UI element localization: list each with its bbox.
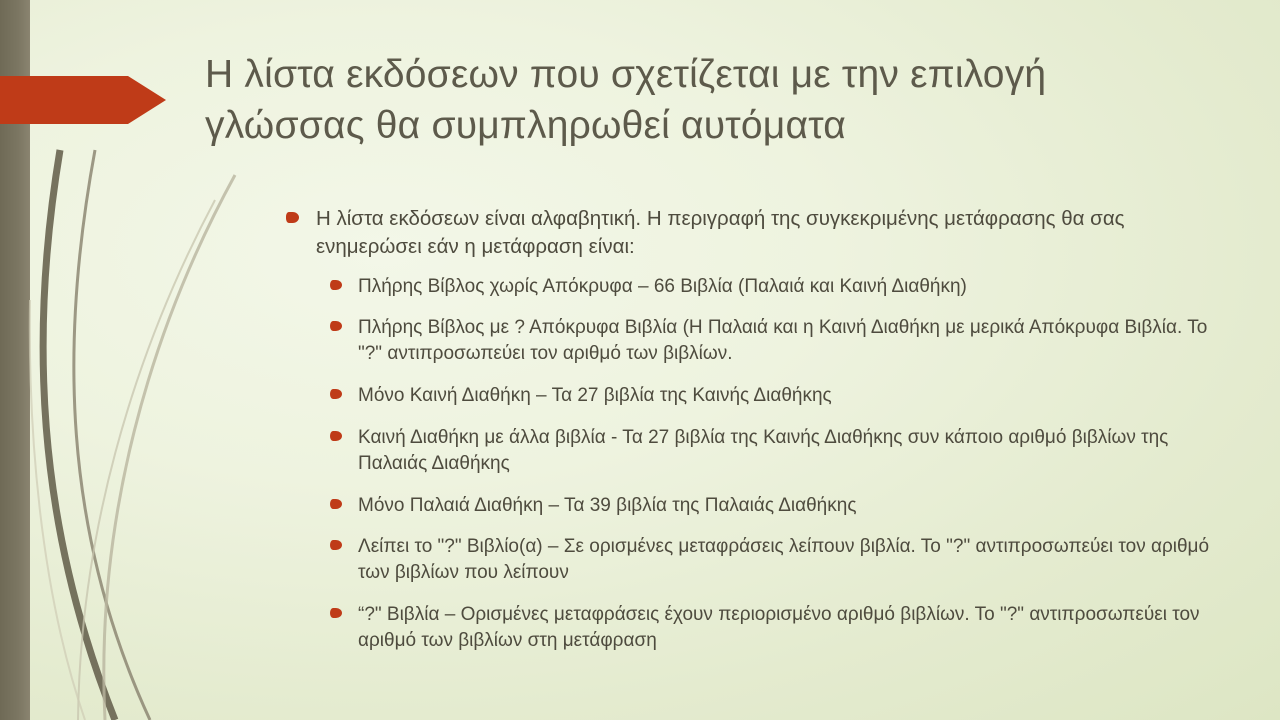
bullet-icon — [330, 499, 342, 509]
bullet-icon — [330, 389, 342, 399]
list-item — [280, 205, 1210, 262]
list-item — [326, 493, 1210, 519]
bullet-icon — [330, 280, 342, 290]
sub-list — [326, 274, 1210, 654]
bullet-icon — [330, 608, 342, 618]
arrow-body — [0, 76, 128, 124]
list-item-text: Καινή Διαθήκη με άλλα βιβλία - Τα 27 βιβλία της Καινής Διαθήκης συν κάποιο αριθμό βιβλίων της Παλαιάς Διαθήκης — [358, 426, 1169, 474]
arrow-head — [128, 76, 166, 124]
list-item-text: Λείπει το "?" Βιβλίο(α) – Σε ορισμένες μεταφράσεις λείπουν βιβλία. Το "?" αντιπροσωπεύει τον αριθμό των βιβλίων που λείπουν — [358, 536, 1210, 584]
list-item — [326, 383, 1210, 409]
list-item — [326, 315, 1210, 367]
page-title: Η λίστα εκδόσεων που σχετίζεται με την επιλογή γλώσσας θα συμπληρωθεί αυτόματα — [205, 53, 1047, 147]
list-item — [326, 602, 1210, 654]
list-item-text: “?" Βιβλία – Ορισμένες μεταφράσεις έχουν περιορισμένο αριθμό βιβλίων. Το "?" αντιπροσωπεύει τον αριθμό των βιβλίων στη μετάφραση — [358, 604, 1200, 651]
list-item-text: Μόνο Παλαιά Διαθήκη – Τα 39 βιβλία της Παλαιάς Διαθήκης — [358, 494, 857, 516]
bullet-icon — [330, 321, 342, 331]
bullet-icon — [330, 431, 342, 441]
slide-body — [280, 205, 1210, 670]
list-item-text: Η λίστα εκδόσεων είναι αλφαβητική. Η περιγραφή της συγκεκριμένης μετάφρασης θα σας ενημερώσει εάν η μετάφραση είναι: — [316, 207, 1125, 259]
bullet-icon — [330, 540, 342, 550]
list-item — [326, 425, 1210, 477]
list-item-text: Πλήρης Βίβλος με ? Απόκρυφα Βιβλία (Η Παλαιά και η Καινή Διαθήκη με μερικά Απόκρυφα Βιβλία. Το "?" αντιπροσωπεύει τον αριθμό των βιβλίων. — [358, 317, 1208, 365]
list-item-text: Πλήρης Βίβλος χωρίς Απόκρυφα – 66 Βιβλία (Παλαιά και Καινή Διαθήκη) — [358, 275, 967, 297]
list-item — [326, 534, 1210, 586]
list-item — [326, 274, 1210, 300]
red-arrow-accent — [0, 76, 166, 124]
list-item-text: Μόνο Καινή Διαθήκη – Τα 27 βιβλία της Καινής Διαθήκης — [358, 385, 832, 407]
bullet-icon — [286, 212, 299, 223]
